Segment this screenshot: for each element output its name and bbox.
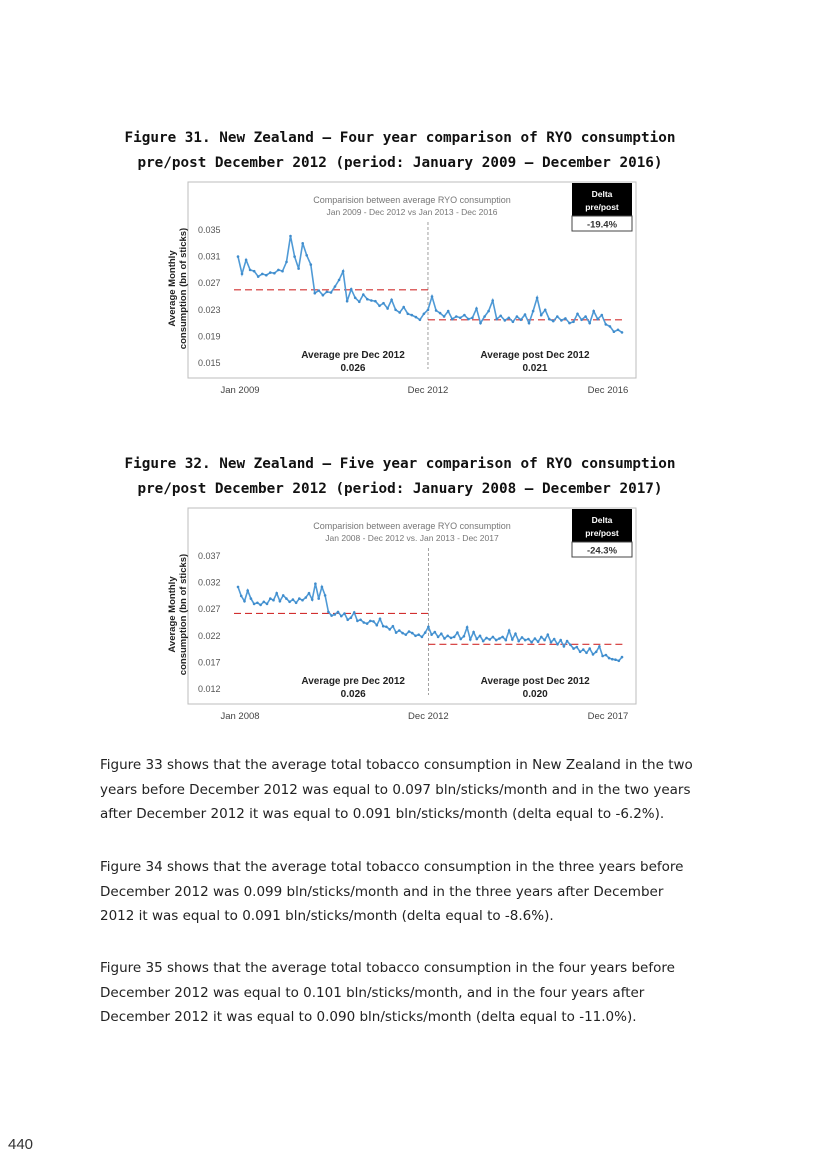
data-point <box>475 307 478 310</box>
data-point <box>559 639 562 642</box>
data-point <box>572 321 575 324</box>
data-point <box>293 255 296 258</box>
data-point <box>407 313 410 316</box>
data-point <box>491 299 494 302</box>
data-point <box>295 602 298 605</box>
data-point <box>402 306 405 309</box>
data-point <box>330 291 333 294</box>
data-point <box>346 619 349 622</box>
data-point <box>338 279 341 282</box>
data-point <box>550 641 553 644</box>
data-point <box>305 254 308 257</box>
data-point <box>618 660 621 663</box>
data-point <box>605 323 608 326</box>
data-point <box>524 639 527 642</box>
data-point <box>257 275 260 278</box>
data-point <box>605 654 608 657</box>
data-point <box>398 629 401 632</box>
data-point <box>415 316 418 319</box>
y-tick-label: 0.019 <box>198 331 221 342</box>
data-point <box>609 325 612 328</box>
x-tick-label: Dec 2016 <box>587 385 629 396</box>
data-point <box>401 632 404 635</box>
data-point <box>508 629 511 632</box>
data-point <box>611 658 614 661</box>
delta-title-line2: pre/post <box>585 528 619 538</box>
data-point <box>285 261 288 264</box>
data-point <box>485 637 488 640</box>
data-point <box>385 626 388 629</box>
paragraph-figure-35 <box>100 956 702 1030</box>
pre-average-value: 0.026 <box>340 689 366 700</box>
data-point <box>281 270 284 273</box>
data-point <box>585 652 588 655</box>
delta-title-line1: Delta <box>591 515 613 525</box>
data-point <box>423 313 426 316</box>
data-point <box>245 259 248 262</box>
data-point <box>275 592 278 595</box>
data-point <box>439 312 442 315</box>
paragraph-figure-33 <box>100 753 702 827</box>
data-point <box>346 300 349 303</box>
y-tick-label: 0.022 <box>198 630 221 641</box>
data-point <box>479 635 482 638</box>
data-point <box>517 640 520 643</box>
chart-31-svg <box>160 180 640 400</box>
data-point <box>301 242 304 245</box>
data-point <box>601 655 604 658</box>
pre-average-label: Average pre Dec 2012 <box>301 350 405 361</box>
data-point <box>243 600 246 603</box>
figure-31-caption-line1: Figure 31. New Zealand – Four year comparison of RYO consumption <box>124 130 676 146</box>
pre-average-value: 0.026 <box>340 363 366 374</box>
data-point <box>596 318 599 321</box>
data-point <box>536 297 539 300</box>
paragraph-line: December 2012 it was equal to 0.090 bln/sticks/month (delta equal to -11.0%). <box>100 1009 637 1025</box>
data-point <box>358 301 361 304</box>
data-point <box>588 322 591 325</box>
data-point <box>382 302 385 305</box>
data-point <box>340 615 343 618</box>
delta-value: -24.3% <box>586 545 618 557</box>
data-point <box>476 638 479 641</box>
data-point <box>253 603 256 606</box>
data-point <box>499 315 502 318</box>
data-point <box>520 319 523 322</box>
data-point <box>505 639 508 642</box>
data-point <box>342 270 345 273</box>
data-point <box>366 622 369 625</box>
data-point <box>424 631 427 634</box>
data-point <box>553 638 556 641</box>
data-point <box>488 638 491 641</box>
data-point <box>435 309 438 312</box>
y-axis-label-line2: consumption (bn of sticks) <box>178 227 189 350</box>
data-point <box>568 322 571 325</box>
data-point <box>241 273 244 276</box>
post-average-value: 0.021 <box>522 363 548 374</box>
data-point <box>419 319 422 322</box>
data-point <box>495 639 498 642</box>
data-point <box>379 618 382 621</box>
data-point <box>359 619 362 622</box>
data-point <box>337 611 340 614</box>
data-point <box>277 269 280 272</box>
data-point <box>530 641 533 644</box>
paragraph-figure-34 <box>100 855 702 929</box>
data-point <box>279 600 282 603</box>
data-point <box>266 603 269 606</box>
data-point <box>327 611 330 614</box>
data-point <box>253 270 256 273</box>
data-point <box>459 317 462 320</box>
data-point <box>356 620 359 623</box>
data-point <box>285 597 288 600</box>
data-point <box>394 309 397 312</box>
data-point <box>321 586 324 589</box>
data-point <box>405 633 408 636</box>
data-point <box>469 638 472 641</box>
data-point <box>350 616 353 619</box>
figure-32-caption <box>100 452 700 502</box>
y-tick-label: 0.027 <box>198 278 221 289</box>
data-point <box>576 646 579 649</box>
figure-32-caption-line2: pre/post December 2012 (period: January 2008 – December 2017) <box>137 481 663 497</box>
data-point <box>459 638 462 641</box>
data-point <box>421 636 424 639</box>
data-point <box>584 315 587 318</box>
data-point <box>249 269 252 272</box>
data-point <box>272 599 275 602</box>
data-point <box>414 635 417 638</box>
chart-subtitle: Jan 2008 - Dec 2012 vs. Jan 2013 - Dec 2017 <box>325 533 499 543</box>
data-point <box>443 315 446 318</box>
data-point <box>354 297 357 300</box>
data-point <box>314 582 317 585</box>
data-point <box>576 313 579 316</box>
data-point <box>595 651 598 654</box>
post-average-label: Average post Dec 2012 <box>480 676 590 687</box>
data-point <box>250 597 253 600</box>
data-point <box>326 291 329 294</box>
data-point <box>598 645 601 648</box>
data-point <box>601 314 604 317</box>
data-point <box>483 315 486 318</box>
chart-subtitle: Jan 2009 - Dec 2012 vs Jan 2013 - Dec 2016 <box>326 207 498 217</box>
data-point <box>614 658 617 661</box>
data-point <box>463 314 466 317</box>
data-point <box>434 631 437 634</box>
data-point <box>467 318 470 321</box>
data-point <box>534 637 537 640</box>
data-point <box>310 263 313 266</box>
paragraph-line: Figure 33 shows that the average total tobacco consumption in New Zealand in the two <box>100 757 693 773</box>
data-point <box>298 597 301 600</box>
data-point <box>269 597 272 600</box>
data-point <box>527 638 530 641</box>
data-point <box>621 331 624 334</box>
y-tick-label: 0.032 <box>198 577 221 588</box>
data-point <box>353 611 356 614</box>
data-point <box>372 620 375 623</box>
data-point <box>528 322 531 325</box>
data-point <box>566 640 569 643</box>
data-point <box>311 598 314 601</box>
data-point <box>487 310 490 313</box>
data-point <box>308 592 311 595</box>
data-point <box>382 625 385 628</box>
data-point <box>588 647 591 650</box>
data-point <box>446 635 449 638</box>
data-point <box>501 636 504 639</box>
paragraph-line: December 2012 was 0.099 bln/sticks/month and in the three years after December <box>100 883 664 900</box>
data-point <box>472 631 475 634</box>
data-point <box>537 640 540 643</box>
data-point <box>592 310 595 313</box>
data-point <box>608 657 611 660</box>
data-point <box>392 625 395 628</box>
data-point <box>543 639 546 642</box>
data-point <box>456 631 459 634</box>
data-point <box>362 293 365 296</box>
data-point <box>370 299 373 302</box>
data-point <box>516 315 519 318</box>
data-point <box>504 319 507 322</box>
data-point <box>431 295 434 298</box>
y-tick-label: 0.012 <box>198 684 221 694</box>
data-point <box>482 640 485 643</box>
data-point <box>556 315 559 318</box>
x-tick-label: Jan 2008 <box>220 711 260 722</box>
data-point <box>374 300 377 303</box>
y-tick-label: 0.015 <box>198 358 221 368</box>
data-point <box>292 598 295 601</box>
y-axis-label-line1: Average Monthly <box>167 576 178 653</box>
data-point <box>455 315 458 318</box>
data-point <box>246 589 249 592</box>
data-point <box>330 614 333 617</box>
data-point <box>569 644 572 647</box>
data-point <box>450 637 453 640</box>
data-point <box>237 255 240 258</box>
data-point <box>363 621 366 624</box>
pre-average-label: Average pre Dec 2012 <box>301 676 405 687</box>
figure-31-caption <box>100 126 700 176</box>
data-point <box>417 633 420 636</box>
data-point <box>471 317 474 320</box>
data-point <box>395 631 398 634</box>
data-point <box>572 647 575 650</box>
data-point <box>265 274 268 277</box>
data-point <box>479 322 482 325</box>
chart-32 <box>160 506 640 728</box>
y-axis-label-line1: Average Monthly <box>167 250 178 327</box>
data-point <box>544 309 547 312</box>
data-point <box>289 235 292 238</box>
data-point <box>437 636 440 639</box>
data-point <box>261 273 264 276</box>
data-point <box>386 307 389 310</box>
data-point <box>453 636 456 639</box>
data-point <box>411 632 414 635</box>
data-point <box>592 653 595 656</box>
data-point <box>492 636 495 639</box>
data-point <box>613 330 616 333</box>
x-tick-label: Dec 2012 <box>408 711 449 722</box>
data-point <box>495 318 498 321</box>
x-tick-label: Jan 2009 <box>220 385 260 396</box>
chart-title: Comparision between average RYO consumption <box>313 521 511 531</box>
data-point <box>563 645 566 648</box>
data-point <box>540 314 543 317</box>
data-point <box>334 285 337 288</box>
data-point <box>411 314 414 317</box>
data-point <box>318 289 321 292</box>
data-point <box>514 632 517 635</box>
post-average-label: Average post Dec 2012 <box>480 350 590 361</box>
data-point <box>317 597 320 600</box>
x-tick-label: Dec 2017 <box>587 711 629 722</box>
data-point <box>297 267 300 270</box>
data-point <box>430 633 433 636</box>
data-point <box>451 318 454 321</box>
y-tick-label: 0.023 <box>198 304 221 315</box>
paragraph-line: 2012 it was equal to 0.091 bln/sticks/month (delta equal to -8.6%). <box>100 908 554 924</box>
data-point <box>617 329 620 332</box>
data-point <box>540 636 543 639</box>
data-point <box>398 311 401 314</box>
data-point <box>273 272 276 275</box>
data-point <box>256 602 259 605</box>
paragraph-line: Figure 35 shows that the average total tobacco consumption in the four years before <box>100 960 675 976</box>
data-point <box>390 299 393 302</box>
delta-title-line2: pre/post <box>585 202 619 212</box>
data-point <box>366 298 369 301</box>
y-tick-label: 0.037 <box>198 551 221 561</box>
data-point <box>463 635 466 638</box>
data-point <box>560 319 563 322</box>
data-point <box>288 601 291 604</box>
data-point <box>440 632 443 635</box>
data-point <box>240 595 243 598</box>
data-point <box>521 636 524 639</box>
data-point <box>301 599 304 602</box>
data-point <box>552 320 555 323</box>
page-number: 440 <box>8 1136 34 1153</box>
data-point <box>305 596 308 599</box>
data-point <box>582 648 585 651</box>
data-point <box>427 626 430 629</box>
paragraph-line: December 2012 was equal to 0.101 bln/sticks/month, and in the four years after <box>100 984 645 1001</box>
post-average-value: 0.020 <box>522 689 548 700</box>
chart-32-svg <box>160 506 640 728</box>
delta-title-line1: Delta <box>591 189 613 199</box>
data-point <box>263 601 266 604</box>
data-point <box>334 613 337 616</box>
data-point <box>580 319 583 322</box>
data-point <box>269 271 272 274</box>
data-point <box>427 309 430 312</box>
data-point <box>408 630 411 633</box>
data-point <box>579 651 582 654</box>
data-point <box>443 637 446 640</box>
data-point <box>314 292 317 295</box>
data-point <box>524 313 527 316</box>
data-point <box>388 628 391 631</box>
data-point <box>378 305 381 308</box>
data-point <box>532 310 535 313</box>
figure-31-caption-line2: pre/post December 2012 (period: January 2009 – December 2016) <box>137 155 663 171</box>
data-point <box>259 604 262 607</box>
paragraph-line: after December 2012 it was equal to 0.091 bln/sticks/month (delta equal to -6.2%). <box>100 806 665 822</box>
data-point <box>498 637 501 640</box>
data-point <box>343 612 346 615</box>
data-point <box>621 656 624 659</box>
data-point <box>376 624 379 627</box>
data-point <box>556 643 559 646</box>
y-tick-label: 0.017 <box>198 657 221 668</box>
y-tick-label: 0.035 <box>198 225 221 235</box>
data-point <box>508 317 511 320</box>
figure-32-caption-line1: Figure 32. New Zealand – Five year comparison of RYO consumption <box>124 456 676 472</box>
data-point <box>237 586 240 589</box>
data-point <box>282 594 285 597</box>
y-tick-label: 0.031 <box>198 251 221 262</box>
y-tick-label: 0.027 <box>198 604 221 615</box>
paragraph-line: Figure 34 shows that the average total tobacco consumption in the three years before <box>100 859 684 875</box>
delta-value: -19.4% <box>586 219 618 231</box>
data-point <box>511 638 514 641</box>
data-point <box>512 321 515 324</box>
y-axis-label-line2: consumption (bn of sticks) <box>178 553 189 676</box>
data-point <box>466 626 469 629</box>
chart-31 <box>160 180 640 400</box>
data-point <box>322 294 325 297</box>
chart-title: Comparision between average RYO consumption <box>313 195 511 205</box>
data-point <box>548 318 551 321</box>
data-point <box>350 288 353 291</box>
x-tick-label: Dec 2012 <box>407 385 449 396</box>
data-point <box>547 633 550 636</box>
paragraph-line: years before December 2012 was equal to 0.097 bln/sticks/month and in the two years <box>100 781 691 798</box>
data-point <box>369 620 372 623</box>
data-point <box>564 317 567 320</box>
data-point <box>324 594 327 597</box>
data-point <box>447 310 450 313</box>
